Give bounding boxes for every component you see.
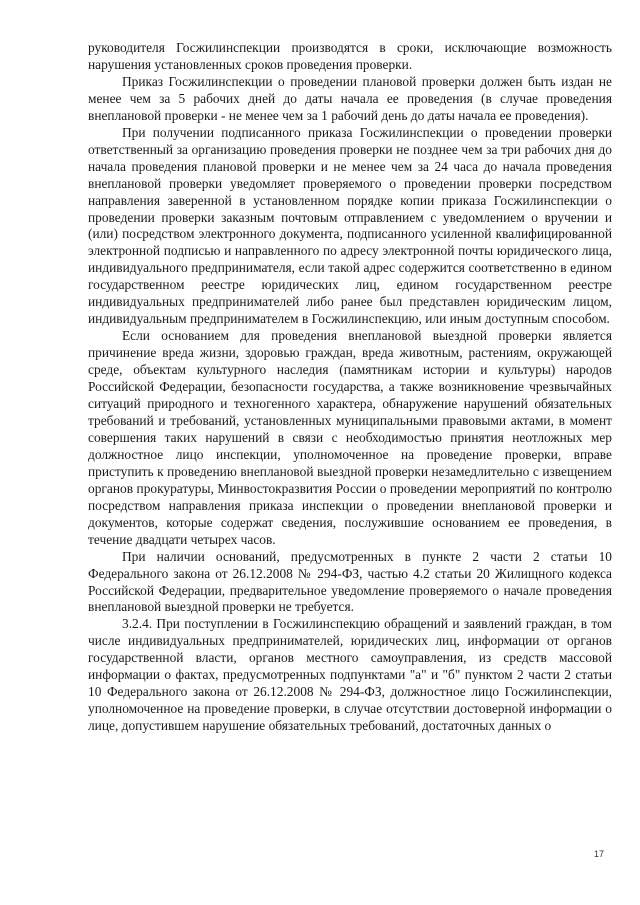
paragraph-notification: При получении подписанного приказа Госжилинспекции о проведении проверки ответственный за организацию проведения проверки не позднее чем за три рабочих дня до начала проведения плановой проверки и не менее чем за 24 часа до начала проведения внеплановой проверки уведомляет проверяемого о проведении проверки посредством направления заверенной в установленном порядке копии приказа Госжилинспекции о проведении проверки заказным почтовым отправлением с уведомлением о вручении и (или) посредством электронного документа, подписанного усиленной квалифицированной электронной подписью и направленного по адресу электронной почты юридического лица, индивидуального предпринимателя, если такой адрес содержится соответственно в едином государственном реестре юридических лиц, едином государственном реестре индивидуальных предпринимателей либо ранее был представлен юридическим лицом, индивидуальным предпринимателем в Госжилинспекцию, или иным доступным способом.: [88, 124, 612, 327]
paragraph-no-notice-required: При наличии оснований, предусмотренных в пункте 2 части 2 статьи 10 Федерального закона от 26.12.2008 № 294-ФЗ, частью 4.2 статьи 20 Жилищного кодекса Российской Федерации, предварительное уведомление проверяемого о начале проведения внеплановой выездной проверки не требуется.: [88, 548, 612, 615]
page-number: 17: [594, 849, 605, 859]
paragraph-section-3-2-4: 3.2.4. При поступлении в Госжилинспекцию обращений и заявлений граждан, в том числе индивидуальных предпринимателей, юридических лиц, информации от органов государственной власти, органов местного самоуправления, из средств массовой информации о фактах, предусмотренных подпунктами "а" и "б" пунктом 2 части 2 статьи 10 Федерального закона от 26.12.2008 № 294-ФЗ, должностное лицо Госжилинспекции, уполномоченное на проведение проверки, в случае отсутствии достоверной информации о лице, допустившем нарушение обязательных требований, достаточных данных о: [88, 616, 612, 734]
paragraph-order-timing: Приказ Госжилинспекции о проведении плановой проверки должен быть издан не менее чем за 5 рабочих дней до даты начала ее проведения (в случае проведения внеплановой проверки - не менее чем за 1 рабочий день до даты начала ее проведения).: [88, 73, 612, 123]
paragraph-unscheduled-inspection: Если основанием для проведения внеплановой выездной проверки является причинение вреда жизни, здоровью граждан, вреда животным, растениям, окружающей среде, объектам культурного наследия (памятникам истории и культуры) народов Российской Федерации, безопасности государства, а также возникновение чрезвычайных ситуаций природного и техногенного характера, обнаружение нарушений обязательных требований и требований, установленных муниципальными правовыми актами, в момент совершения таких нарушений в связи с необходимостью принятия неотложных мер должностное лицо инспекции, уполномоченное на проведение проверки, вправе приступить к проведению внеплановой выездной проверки незамедлительно с извещением органов прокуратуры, Минвостокразвития России о проведении мероприятий по контролю посредством направления приказа инспекции о проведении внеплановой проверки и документов, которые содержат сведения, послужившие основанием ее проведения, в течение двадцати четырех часов.: [88, 328, 612, 547]
document-body: [88, 40, 612, 735]
paragraph-continuation: руководителя Госжилинспекции производятся в сроки, исключающие возможность нарушения установленных сроков проведения проверки.: [88, 40, 612, 72]
